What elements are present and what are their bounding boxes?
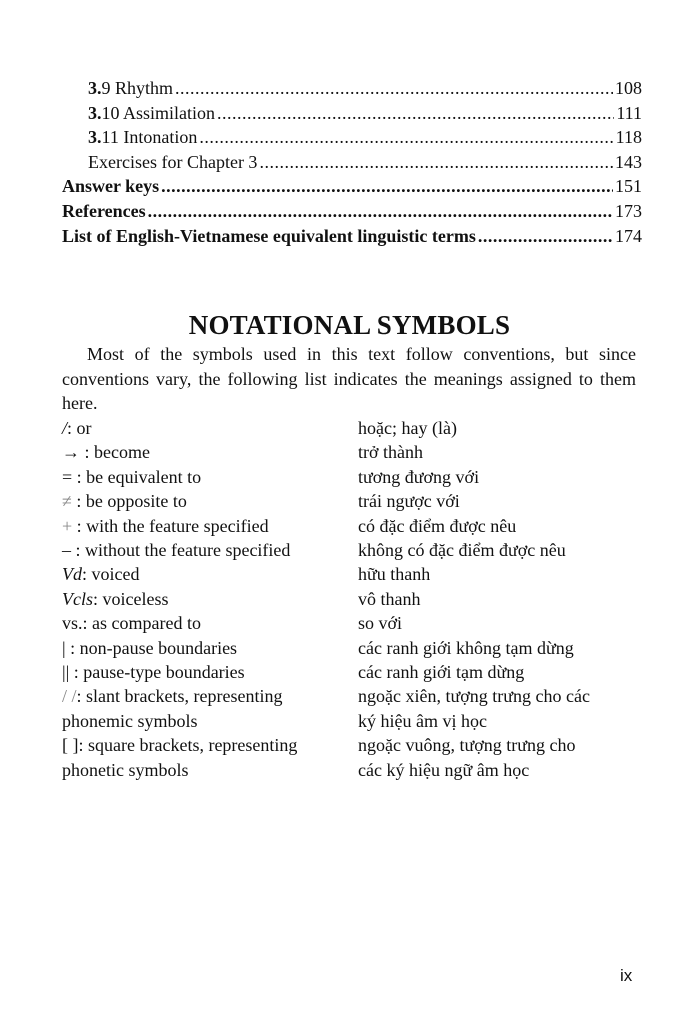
symbol-row	[62, 660, 642, 684]
toc-leader-dots	[148, 199, 613, 224]
symbol-row	[62, 465, 642, 489]
symbol-meaning-vietnamese: hoặc; hay (là)	[358, 418, 457, 438]
symbol-row	[62, 416, 642, 440]
toc-leader-dots	[478, 224, 613, 249]
symbol-meaning-vietnamese: so với	[358, 613, 403, 634]
symbol-row	[62, 514, 642, 538]
toc-entry-label: References	[62, 200, 146, 221]
toc-entry-assimilation[interactable]	[62, 101, 642, 126]
symbol-meaning-english: phonetic symbols	[62, 759, 189, 780]
toc-entry-rhythm[interactable]	[62, 76, 642, 101]
symbol-meaning-english: : become	[80, 442, 150, 463]
symbol-row-continuation	[62, 758, 642, 782]
symbol-list	[62, 416, 642, 782]
symbol-meaning-vietnamese: ngoặc vuông, tượng trưng cho	[358, 735, 576, 756]
square-brackets-symbol: [ ]	[62, 735, 79, 756]
symbol-meaning-vietnamese: vô thanh	[358, 588, 421, 609]
symbol-meaning-vietnamese: có đặc điểm được nêu	[358, 515, 517, 536]
toc-page-number: 143	[615, 151, 642, 172]
symbol-meaning-vietnamese: tương đương với	[358, 466, 480, 487]
single-bar-symbol: |	[62, 637, 66, 658]
toc-page-number: 151	[615, 176, 642, 197]
toc-entry-label: List of English-Vietnamese equivalent linguistic terms	[62, 225, 476, 246]
toc-entry-label: Exercises for Chapter 3	[88, 151, 258, 172]
section-title: NOTATIONAL SYMBOLS	[188, 310, 511, 340]
symbol-row	[62, 611, 642, 635]
toc-entry-answer-keys[interactable]	[62, 174, 642, 199]
symbol-meaning-vietnamese: không có đặc điểm được nêu	[358, 540, 566, 561]
toc-entry-label: 10 Assimilation	[101, 102, 216, 123]
symbol-meaning-vietnamese: trái ngược với	[358, 491, 460, 512]
not-equal-icon: ≠	[62, 491, 72, 512]
symbol-row	[62, 733, 642, 757]
symbol-row	[62, 562, 642, 586]
symbol-meaning-vietnamese: các ký hiệu ngữ âm học	[358, 759, 530, 780]
toc-chapter-number: 3.	[88, 127, 102, 148]
symbol-row	[62, 440, 642, 464]
symbol-meaning-english: : without the feature specified	[71, 540, 291, 561]
symbol-row	[62, 587, 642, 611]
symbol-row	[62, 636, 642, 660]
plus-icon: +	[62, 515, 73, 536]
symbol-meaning-vietnamese: trở thành	[358, 442, 424, 463]
versus-symbol: vs.	[62, 613, 83, 634]
symbol-meaning-vietnamese: các ranh giới không tạm dừng	[358, 637, 574, 658]
symbol-meaning-english: phonemic symbols	[62, 710, 198, 731]
symbol-meaning-english: : as compared to	[82, 613, 201, 634]
toc-page-number: 174	[615, 225, 642, 246]
symbol-meaning-vietnamese: ký hiệu âm vị học	[358, 710, 487, 731]
symbol-meaning-english: : voiced	[82, 564, 140, 585]
slant-brackets-symbol: / /	[62, 686, 77, 707]
toc-entry-intonation[interactable]	[62, 125, 642, 150]
symbol-meaning-english: : be opposite to	[71, 491, 187, 512]
symbol-meaning-english: : non-pause boundaries	[65, 637, 238, 658]
symbol-meaning-english: : with the feature specified	[72, 515, 269, 536]
page-number: ix	[620, 966, 633, 985]
symbol-meaning-english: : be equivalent to	[72, 466, 202, 487]
symbol-meaning-vietnamese: các ranh giới tạm dừng	[358, 662, 525, 683]
toc-entry-label: 11 Intonation	[101, 127, 198, 148]
intro-paragraph: Most of the symbols used in this text follow conventions, but since conventions vary, the following list indicates the meanings assigned to them here.	[62, 344, 636, 413]
toc-page-number: 173	[615, 200, 642, 221]
toc-leader-dots	[199, 125, 613, 150]
arrow-right-icon: →	[62, 442, 80, 463]
toc-leader-dots	[161, 174, 613, 199]
symbol-meaning-english: : or	[67, 418, 92, 438]
slash-symbol: /	[62, 418, 68, 438]
symbol-row	[62, 538, 642, 562]
voiced-symbol: Vd	[62, 564, 82, 585]
toc-entry-glossary[interactable]	[62, 224, 642, 249]
equals-icon: =	[62, 466, 73, 487]
symbol-meaning-vietnamese: ngoặc xiên, tượng trưng cho các	[358, 686, 590, 707]
toc-leader-dots	[175, 76, 613, 101]
toc-entry-references[interactable]	[62, 199, 642, 224]
symbol-row	[62, 489, 642, 513]
symbol-row	[62, 684, 642, 708]
toc-leader-dots	[259, 150, 613, 175]
symbol-meaning-english: : voiceless	[93, 588, 169, 609]
symbol-meaning-english: : square brackets, representing	[78, 735, 298, 756]
symbol-meaning-english: : slant brackets, representing	[76, 686, 283, 707]
toc-entry-exercises[interactable]	[62, 150, 642, 175]
symbol-row-continuation	[62, 709, 642, 733]
toc-leader-dots	[217, 101, 614, 126]
toc-page-number: 108	[615, 78, 642, 98]
toc-entry-label: Answer keys	[62, 176, 160, 197]
symbol-meaning-vietnamese: hữu thanh	[358, 564, 431, 585]
toc-chapter-number: 3.	[88, 102, 102, 123]
voiceless-symbol: Vcls	[62, 588, 93, 609]
toc-page-number: 111	[616, 102, 642, 123]
toc-page-number: 118	[615, 127, 642, 148]
symbol-meaning-english: : pause-type boundaries	[69, 662, 245, 683]
toc-entry-label: 9 Rhythm	[101, 78, 174, 98]
double-bar-symbol: ||	[62, 662, 70, 683]
minus-icon: –	[62, 540, 71, 561]
toc-chapter-number: 3.	[88, 78, 102, 98]
table-of-contents	[62, 76, 642, 248]
